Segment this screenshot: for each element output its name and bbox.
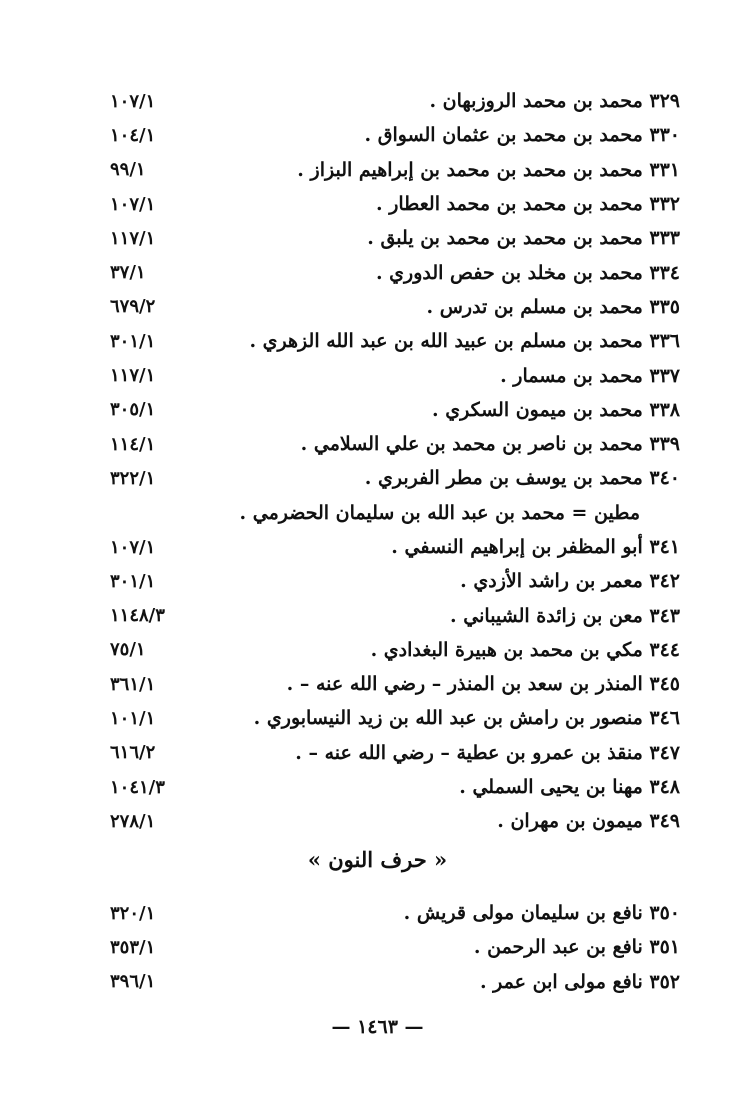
entry-reference: ٩٩/١	[110, 159, 146, 181]
entry-name: ٣٣٦ محمد بن مسلم بن عبيد الله بن عبد الله الزهري .	[249, 330, 680, 353]
entry-reference: ٣٢٢/١	[110, 467, 156, 489]
entry-name: ٣٣١ محمد بن محمد بن محمد بن إبراهيم البزاز .	[297, 158, 680, 181]
index-entry	[110, 930, 680, 964]
index-entry	[110, 324, 680, 358]
entry-reference: ٧٥/١	[110, 639, 146, 661]
index-entry	[110, 701, 680, 735]
entry-name: ٣٣٥ محمد بن مسلم بن تدرس .	[426, 295, 680, 318]
entry-reference: ١١٤/١	[110, 433, 156, 455]
entry-name: ٣٣٣ محمد بن محمد بن محمد بن يلبق .	[367, 227, 680, 250]
index-entry	[110, 804, 680, 838]
index-list-nun	[110, 896, 680, 999]
entry-name: ٣٤٧ منقذ بن عمرو بن عطية – رضي الله عنه – .	[295, 741, 680, 764]
entry-name: ٣٤٤ مكي بن محمد بن هبيرة البغدادي .	[370, 638, 680, 661]
entry-reference: ٣٧/١	[110, 262, 146, 284]
index-entry	[110, 255, 680, 289]
index-entry	[110, 965, 680, 999]
index-entry	[110, 84, 680, 118]
index-entry	[110, 530, 680, 564]
entry-name: ٣٤٥ المنذر بن سعد بن المنذر – رضي الله عنه – .	[286, 673, 680, 696]
cross-reference-entry	[110, 496, 680, 530]
entry-reference: ٣٩٦/١	[110, 971, 156, 993]
entry-reference: ١٠٤١/٣	[110, 776, 165, 798]
index-entry	[110, 896, 680, 930]
entry-name: ٣٤٨ مهنا بن يحيى السملي .	[459, 776, 680, 799]
index-entry	[110, 667, 680, 701]
entry-name: ٣٤٢ معمر بن راشد الأزدي .	[460, 570, 680, 593]
entry-name: ٣٤٣ معن بن زائدة الشيباني .	[450, 604, 680, 627]
entry-name: ٣٤٩ ميمون بن مهران .	[497, 810, 680, 833]
entry-name: ٣٤٦ منصور بن رامش بن عبد الله بن زيد النيسابوري .	[253, 707, 680, 730]
index-list	[110, 84, 680, 839]
entry-name: ٣٥٠ نافع بن سليمان مولى قريش .	[403, 902, 680, 925]
index-entry	[110, 153, 680, 187]
entry-reference: ١١٧/١	[110, 365, 156, 387]
index-entry	[110, 290, 680, 324]
index-entry	[110, 736, 680, 770]
entry-reference: ٣٦١/١	[110, 673, 156, 695]
index-entry	[110, 221, 680, 255]
entry-reference: ١٠٧/١	[110, 90, 156, 112]
entry-name: ٣٤١ أبو المظفر بن إبراهيم النسفي .	[391, 536, 680, 558]
index-entry	[110, 118, 680, 152]
entry-name: ٣٣٩ محمد بن ناصر بن محمد بن علي السلامي .	[300, 433, 680, 456]
entry-reference: ٦١٦/٢	[110, 742, 156, 764]
entry-name: ٣٣٧ محمد بن مسمار .	[500, 364, 680, 387]
entry-reference: ٢٧٨/١	[110, 810, 156, 832]
index-entry	[110, 564, 680, 598]
entry-reference: ١٠٧/١	[110, 193, 156, 215]
entry-name: ٣٥٢ نافع مولى ابن عمر .	[479, 970, 680, 993]
section-heading: « حرف النون »	[307, 847, 448, 872]
entry-reference: ٣٠١/١	[110, 570, 156, 592]
entry-reference: ٣٢٠/١	[110, 902, 156, 924]
entry-reference: ١٠٧/١	[110, 536, 156, 558]
index-entry	[110, 393, 680, 427]
entry-reference: ٣٥٣/١	[110, 936, 156, 958]
index-entry	[110, 187, 680, 221]
entry-name: ٣٣٠ محمد بن محمد بن عثمان السواق .	[364, 124, 680, 147]
entry-reference: ١٠١/١	[110, 707, 156, 729]
entry-name: ٣٣٨ محمد بن ميمون السكري .	[432, 398, 680, 421]
entry-name: ٣٥١ نافع بن عبد الرحمن .	[473, 936, 680, 959]
entry-name: ٣٣٢ محمد بن محمد بن محمد العطار .	[375, 193, 680, 216]
entry-reference: ١٠٤/١	[110, 124, 156, 146]
page-number: — ١٤٦٣ —	[331, 1016, 424, 1038]
entry-reference: ٣٠٥/١	[110, 399, 156, 421]
entry-reference: ١١٤٨/٣	[110, 605, 165, 627]
entry-name: ٣٣٤ محمد بن مخلد بن حفص الدوري .	[375, 261, 680, 284]
entry-reference: ٣٠١/١	[110, 330, 156, 352]
index-entry	[110, 633, 680, 667]
index-entry	[110, 461, 680, 495]
index-entry	[110, 427, 680, 461]
index-entry	[110, 358, 680, 392]
index-entry	[110, 770, 680, 804]
entry-reference: ١١٧/١	[110, 227, 156, 249]
index-entry	[110, 598, 680, 632]
entry-name: ٣٤٠ محمد بن يوسف بن مطر الفربري .	[364, 467, 680, 490]
entry-name: ٣٢٩ محمد بن محمد الروزبهان .	[429, 90, 680, 113]
entry-name: مطين = محمد بن عبد الله بن سليمان الحضرمي .	[239, 501, 640, 524]
entry-reference: ٦٧٩/٢	[110, 296, 156, 318]
